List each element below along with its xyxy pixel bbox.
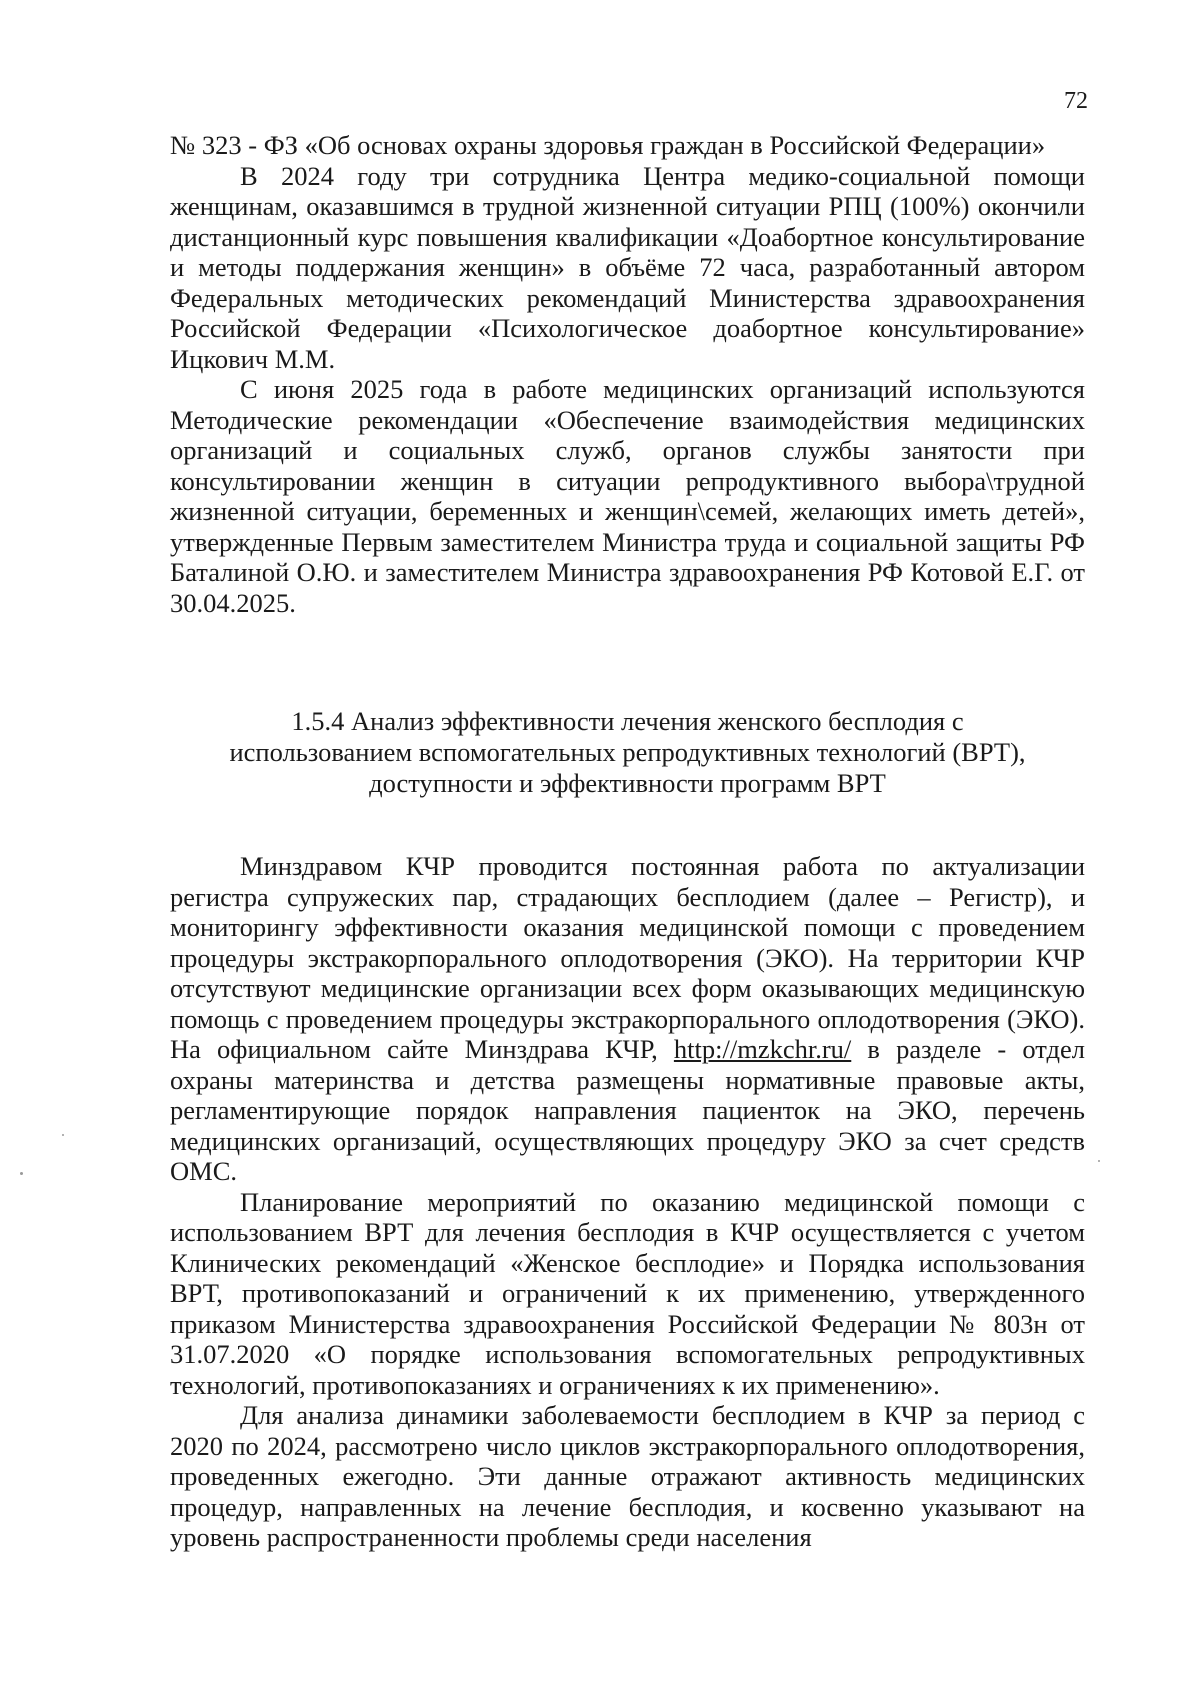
page-number: 72 [1064, 88, 1088, 114]
paragraph-training-2024: В 2024 году три сотрудника Центра медико-социальной помощи женщинам, оказавшимся в трудной жизненной ситуации РПЦ (100%) окончили дистанционный курс повышения квалификации «Доабортное консультирование и методы поддержания женщин» в объёме 72 часа, разработанный автором Федеральных методических рекомендаций Министерства здравоохранения Российской Федерации «Психологическое доабортное консультирование» Ицкович М.М. [170, 160, 1085, 374]
scan-speck [20, 1172, 23, 1175]
paragraph-law-reference: № 323 - ФЗ «Об основах охраны здоровья граждан в Российской Федерации» [170, 130, 1046, 160]
paragraph-planning: Планирование мероприятий по оказанию медицинской помощи с использованием ВРТ для лечения бесплодия в КЧР осуществляется с учетом Клинических рекомендаций «Женское бесплодие» и Порядка использования ВРТ, противопоказаний и ограничений к их применению, утвержденного приказом Министерства здравоохранения Российской Федерации № 803н от 31.07.2020 «О порядке использования вспомогательных репродуктивных технологий, противопоказаниях и ограничениях к их применению». [170, 1186, 1085, 1400]
registry-text-end: в разделе - отдел охраны материнства и детства размещены нормативные правовые акты, регламентирующие порядок направления пациенток на ЭКО, перечень медицинских организаций, осуществляющих процедуру ЭКО за счет средств ОМС. [170, 1034, 1086, 1186]
ministry-website-link[interactable]: http://mzkchr.ru/ [673, 1034, 852, 1064]
registry-text-start: Минздравом КЧР проводится постоянная работа по актуализации регистра супружеских пар, страдающих бесплодием (далее – Регистр), и мониторингу эффективности оказания медицинской помощи с проведением процедуры экстракорпорального оплодотворения (ЭКО). На территории КЧР отсутствуют медицинские организации всех форм оказывающих медицинскую помощь с проведением процедуры экстракорпорального оплодотворения (ЭКО). На официальном сайте Минздрава КЧР, [170, 851, 1085, 1064]
top-text-block [170, 130, 1085, 618]
paragraph-registry [170, 851, 1085, 1187]
bottom-text-block [170, 851, 1085, 1553]
scan-speck [62, 1134, 64, 1136]
section-heading-line-3: доступности и эффективности программ ВРТ [369, 768, 886, 798]
paragraph-guidelines-2025: С июня 2025 года в работе медицинских организаций используются Методические рекомендации «Обеспечение взаимодействия медицинских организаций и социальных служб, органов службы занятости при консультировании женщин в ситуации репродуктивного выбора\трудной жизненной ситуации, беременных и женщин\семей, желающих иметь детей», утвержденные Первым заместителем Министра труда и социальной защиты РФ Баталиной О.Ю. и заместителем Министра здравоохранения РФ Котовой Е.Г. от 30.04.2025. [170, 374, 1085, 618]
section-heading [170, 706, 1085, 799]
section-heading-line-1: 1.5.4 Анализ эффективности лечения женского бесплодия с [291, 706, 964, 736]
paragraph-analysis: Для анализа динамики заболеваемости бесплодием в КЧР за период с 2020 по 2024, рассмотрено число циклов экстракорпорального оплодотворения, проведенных ежегодно. Эти данные отражают активность медицинских процедур, направленных на лечение бесплодия, и косвенно указывают на уровень распространенности проблемы среди населения [170, 1400, 1085, 1552]
scan-speck [1098, 1160, 1100, 1162]
section-heading-line-2: использованием вспомогательных репродуктивных технологий (ВРТ), [229, 737, 1026, 767]
